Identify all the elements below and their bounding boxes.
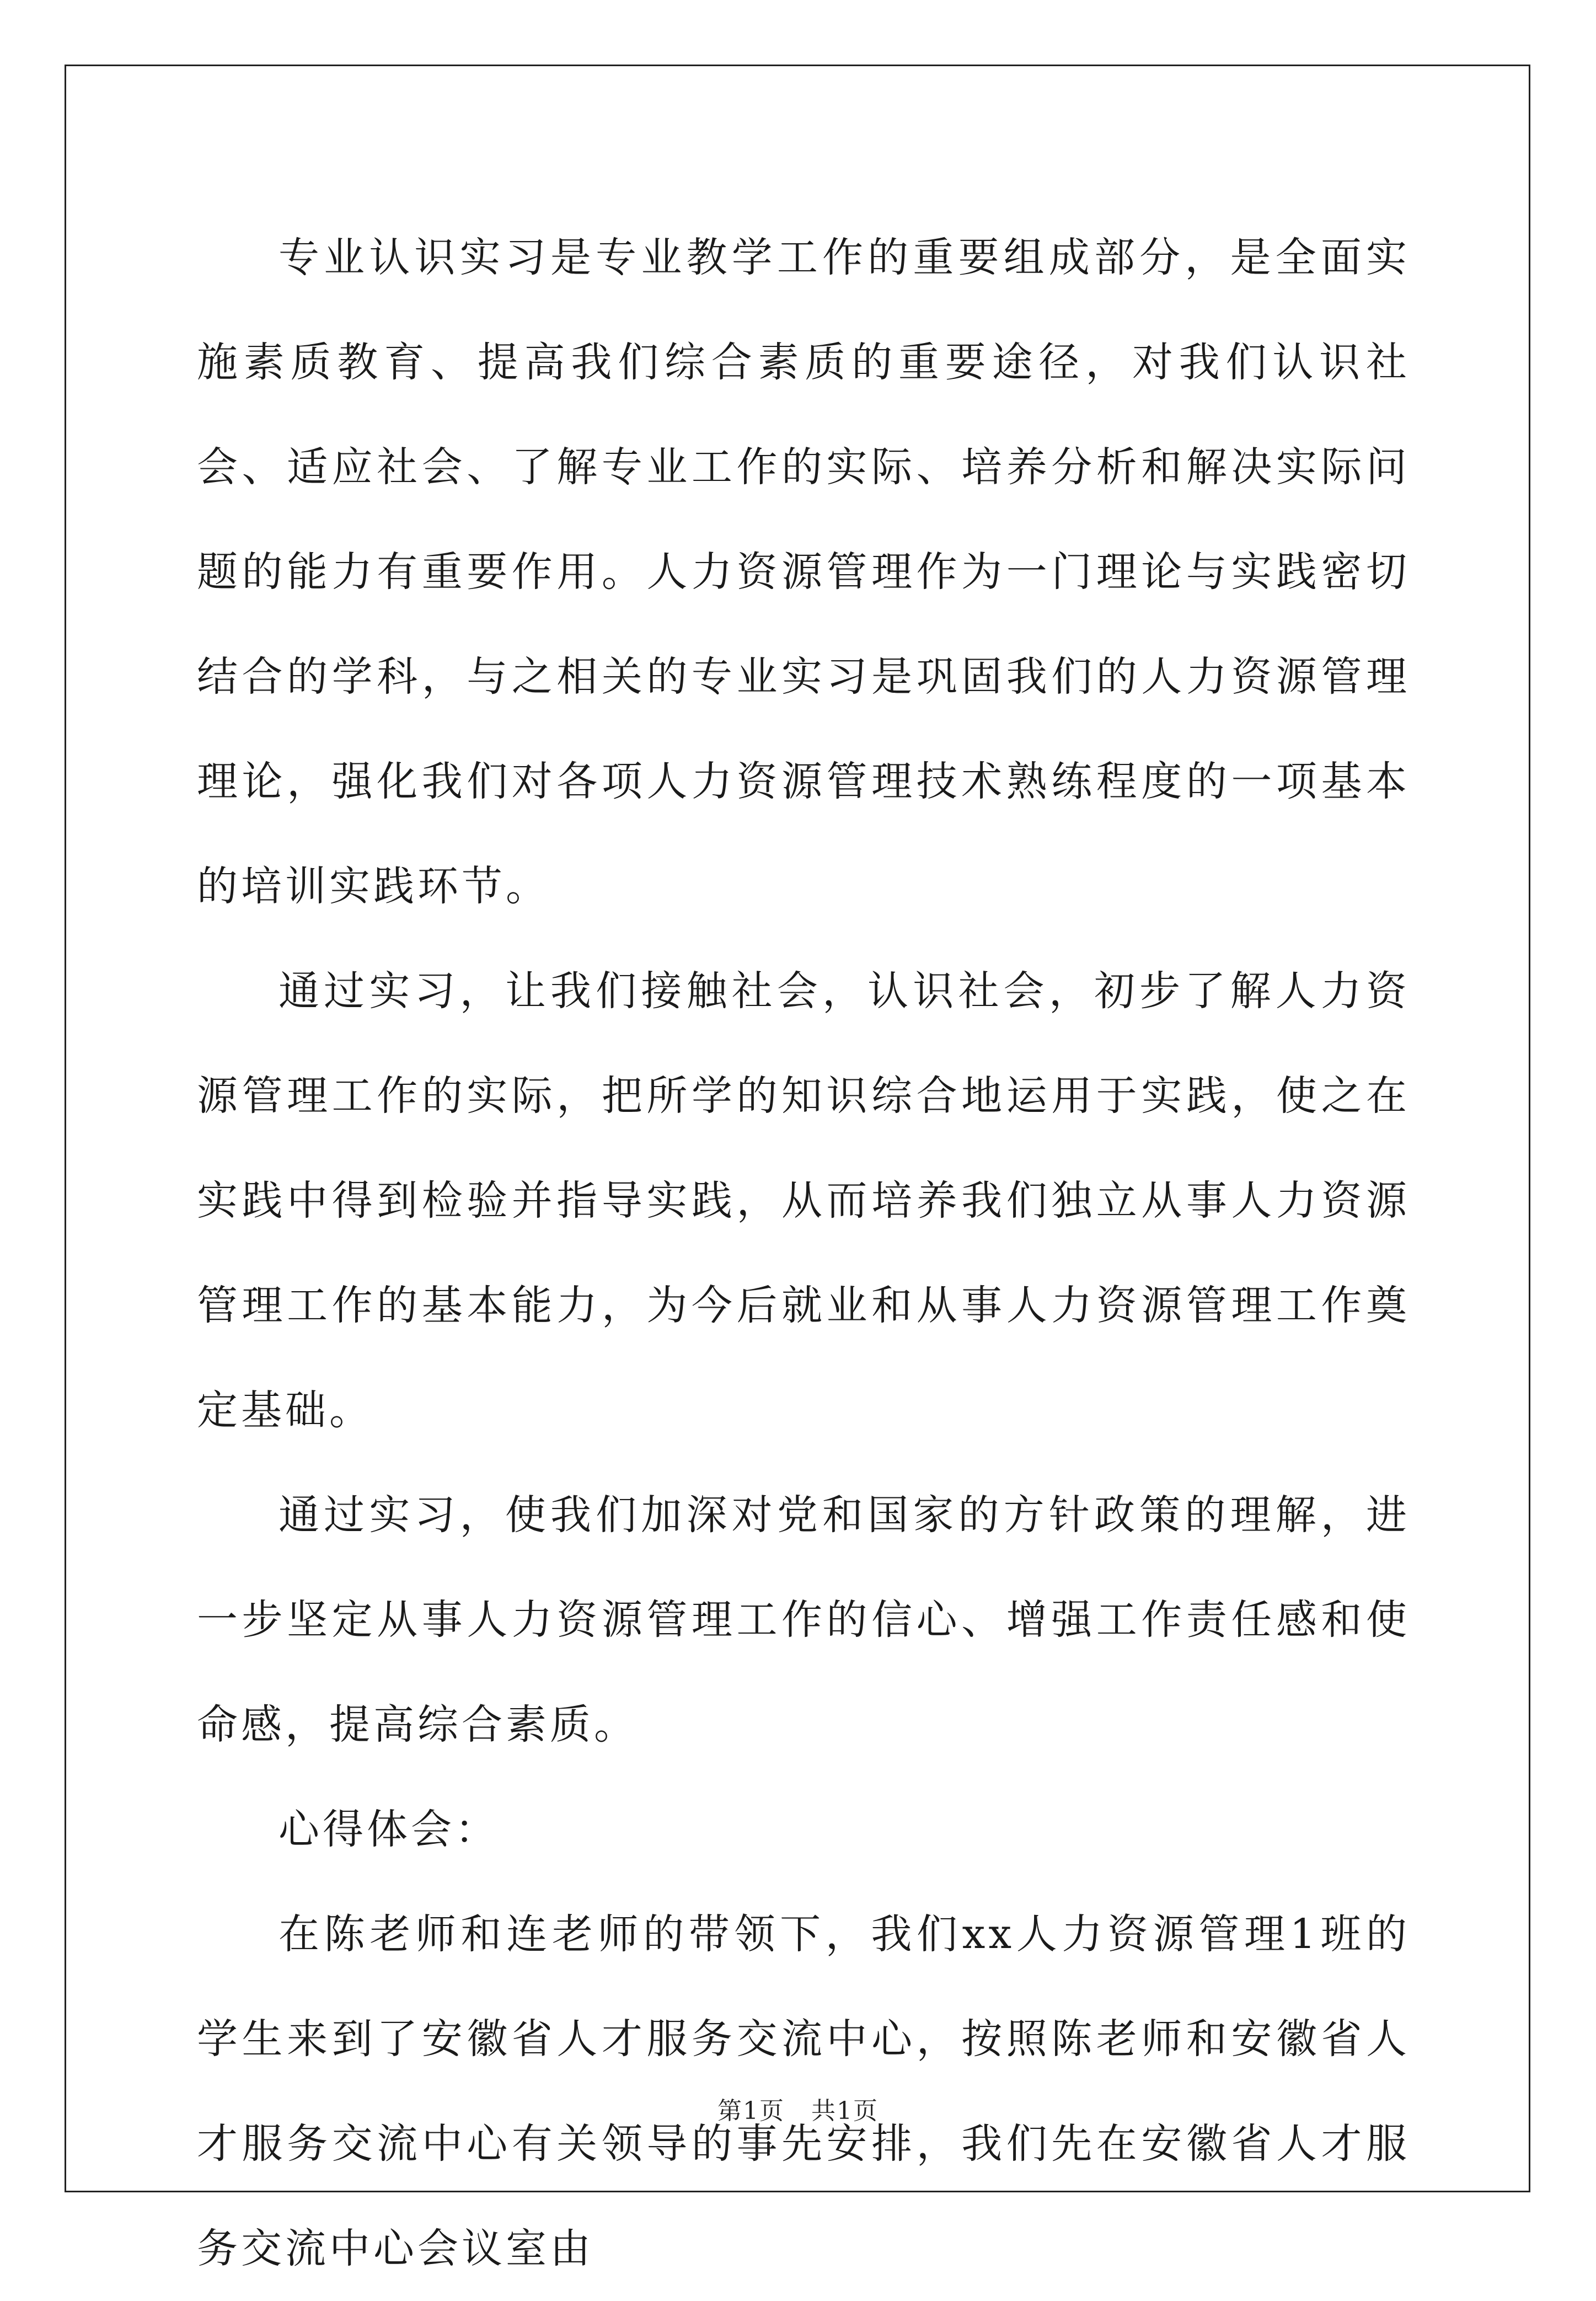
page-number-total: 共1页 — [811, 2097, 879, 2125]
document-body — [197, 205, 1410, 2301]
paragraph-2: 通过实习，让我们接触社会，认识社会，初步了解人力资源管理工作的实际，把所学的知识综合地运用于实践，使之在实践中得到检验并指导实践，从而培养我们独立从事人力资源管理工作的基本能力，为今后就业和从事人力资源管理工作奠定基础。 — [197, 967, 1410, 1434]
paragraph-4: 心得体会： — [279, 1806, 499, 1853]
paragraph-3: 通过实习，使我们加深对党和国家的方针政策的理解，进一步坚定从事人力资源管理工作的信心、增强工作责任感和使命感，提高综合素质。 — [197, 1491, 1410, 1748]
page-number-current: 第1页 — [717, 2097, 785, 2125]
paragraph-5: 在陈老师和连老师的带领下，我们xx人力资源管理1班的学生来到了安徽省人才服务交流中心，按照陈老师和安徽省人才服务交流中心有关领导的事先安排，我们先在安徽省人才服务交流中心会议室由 — [197, 1911, 1410, 2272]
page-footer — [0, 2095, 1596, 2128]
paragraph-1: 专业认识实习是专业教学工作的重要组成部分，是全面实施素质教育、提高我们综合素质的重要途径，对我们认识社会、适应社会、了解专业工作的实际、培养分析和解决实际问题的能力有重要作用。人力资源管理作为一门理论与实践密切结合的学科，与之相关的专业实习是巩固我们的人力资源管理理论，强化我们对各项人力资源管理技术熟练程度的一项基本的培训实践环节。 — [197, 234, 1410, 910]
